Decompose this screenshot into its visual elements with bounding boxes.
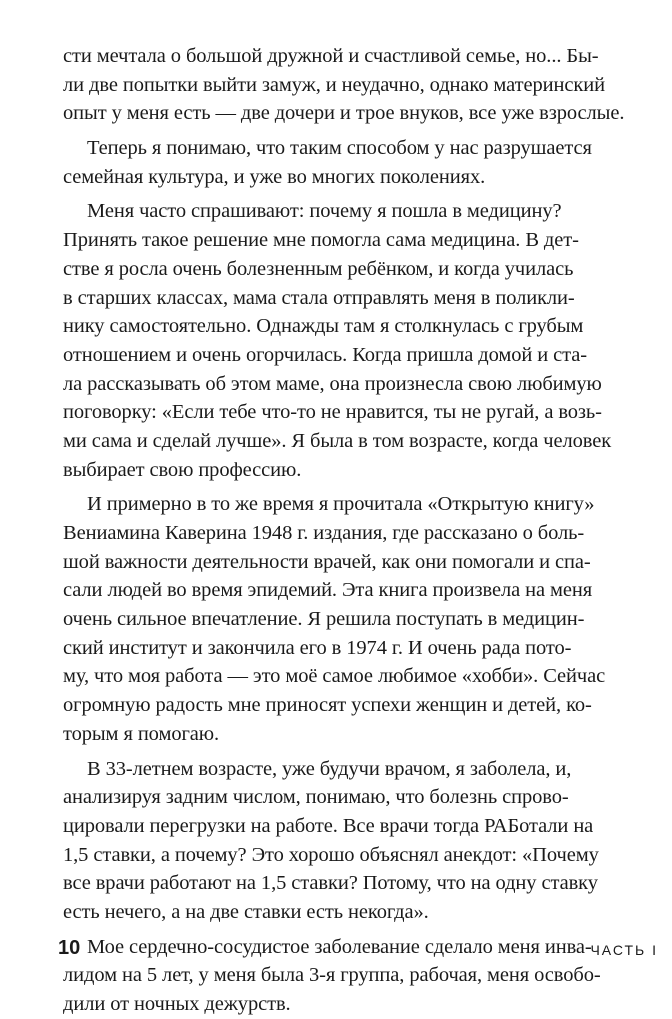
text-line: Принять такое решение мне помогла сама медицина. В дет- [63, 229, 579, 252]
text-line: сали людей во время эпидемий. Эта книга произвела на меня [63, 579, 593, 602]
text-line: анализируя задним числом, понимаю, что болезнь спрово- [63, 786, 569, 809]
paragraph [63, 134, 663, 191]
text-line: огромную радость мне приносят успехи женщин и детей, ко- [63, 694, 592, 717]
text-line: Мое сердечно-сосудистое заболевание сделало меня инва- [87, 935, 592, 958]
text-line: поговорку: «Если тебе что-то не нравится, ты не ругай, а возь- [63, 401, 602, 424]
text-line: 1,5 ставки, а почему? Это хорошо объяснял анекдот: «Почему [63, 843, 599, 866]
text-line: есть нечего, а на две ставки есть некогда». [63, 900, 429, 923]
text-line: Вениамина Каверина 1948 г. издания, где рассказано о боль- [63, 522, 585, 544]
text-line: стве я росла очень болезненным ребёнком, и когда училась [63, 257, 574, 280]
text-line: В 33-летнем возрасте, уже будучи врачом, я заболела, и, [87, 757, 572, 780]
text-line: му, что моя работа — это моё самое любимое «хобби». Сейчас [63, 665, 606, 688]
text-line: нику самостоятельно. Однажды там я столкнулась с грубым [63, 315, 584, 338]
paragraph [63, 42, 663, 128]
text-line: опыт у меня есть — две дочери и трое внуков, все уже взрослые. [63, 102, 625, 125]
text-line: ли две попытки выйти замуж, и неудачно, однако материнский [63, 73, 605, 96]
paragraph [63, 490, 663, 748]
text-line: ский институт и закончила его в 1974 г. И очень рада пото- [63, 636, 572, 659]
text-line: сти мечтала о большой дружной и счастливой семье, но... Бы- [63, 45, 599, 67]
paragraph [63, 197, 663, 484]
text-line: семейная культура, и уже во многих поколениях. [63, 165, 486, 188]
text-line: все врачи работают на 1,5 ставки? Потому, что на одну ставку [63, 872, 598, 895]
page-footer [0, 933, 672, 963]
text-line: очень сильное впечатление. Я решила поступать в медицин- [63, 608, 585, 631]
paragraph [63, 755, 663, 927]
text-line: выбирает свою профессию. [63, 458, 302, 481]
text-line: в старших классах, мама стала отправлять меня в поликли- [63, 286, 575, 309]
text-line: лидом на 5 лет, у меня была 3-я группа, рабочая, меня освобо- [63, 964, 601, 987]
text-line: дили от ночных дежурств. [63, 993, 291, 1015]
text-line: шой важности деятельности врачей, как они помогали и спа- [63, 550, 591, 573]
text-line: Меня часто спрашивают: почему я пошла в медицину? [87, 200, 562, 223]
body-text [63, 42, 663, 1019]
text-line: ла рассказывать об этом маме, она произнесла свою любимую [63, 372, 602, 395]
text-line: торым я помогаю. [63, 722, 220, 745]
page-number: 10 [58, 937, 81, 959]
text-line: цировали перегрузки на работе. Все врачи тогда РАБотали на [63, 814, 594, 837]
text-line: Теперь я понимаю, что таким способом у нас разрушается [87, 137, 592, 160]
text-line: отношением и очень огорчилась. Когда пришла домой и ста- [63, 343, 588, 366]
text-line: ми сама и сделай лучше». Я была в том возрасте, когда человек [63, 429, 612, 452]
section-label: ЧАСТЬ I [590, 942, 658, 958]
text-line: И примерно в то же время я прочитала «Открытую книгу» [87, 493, 595, 516]
